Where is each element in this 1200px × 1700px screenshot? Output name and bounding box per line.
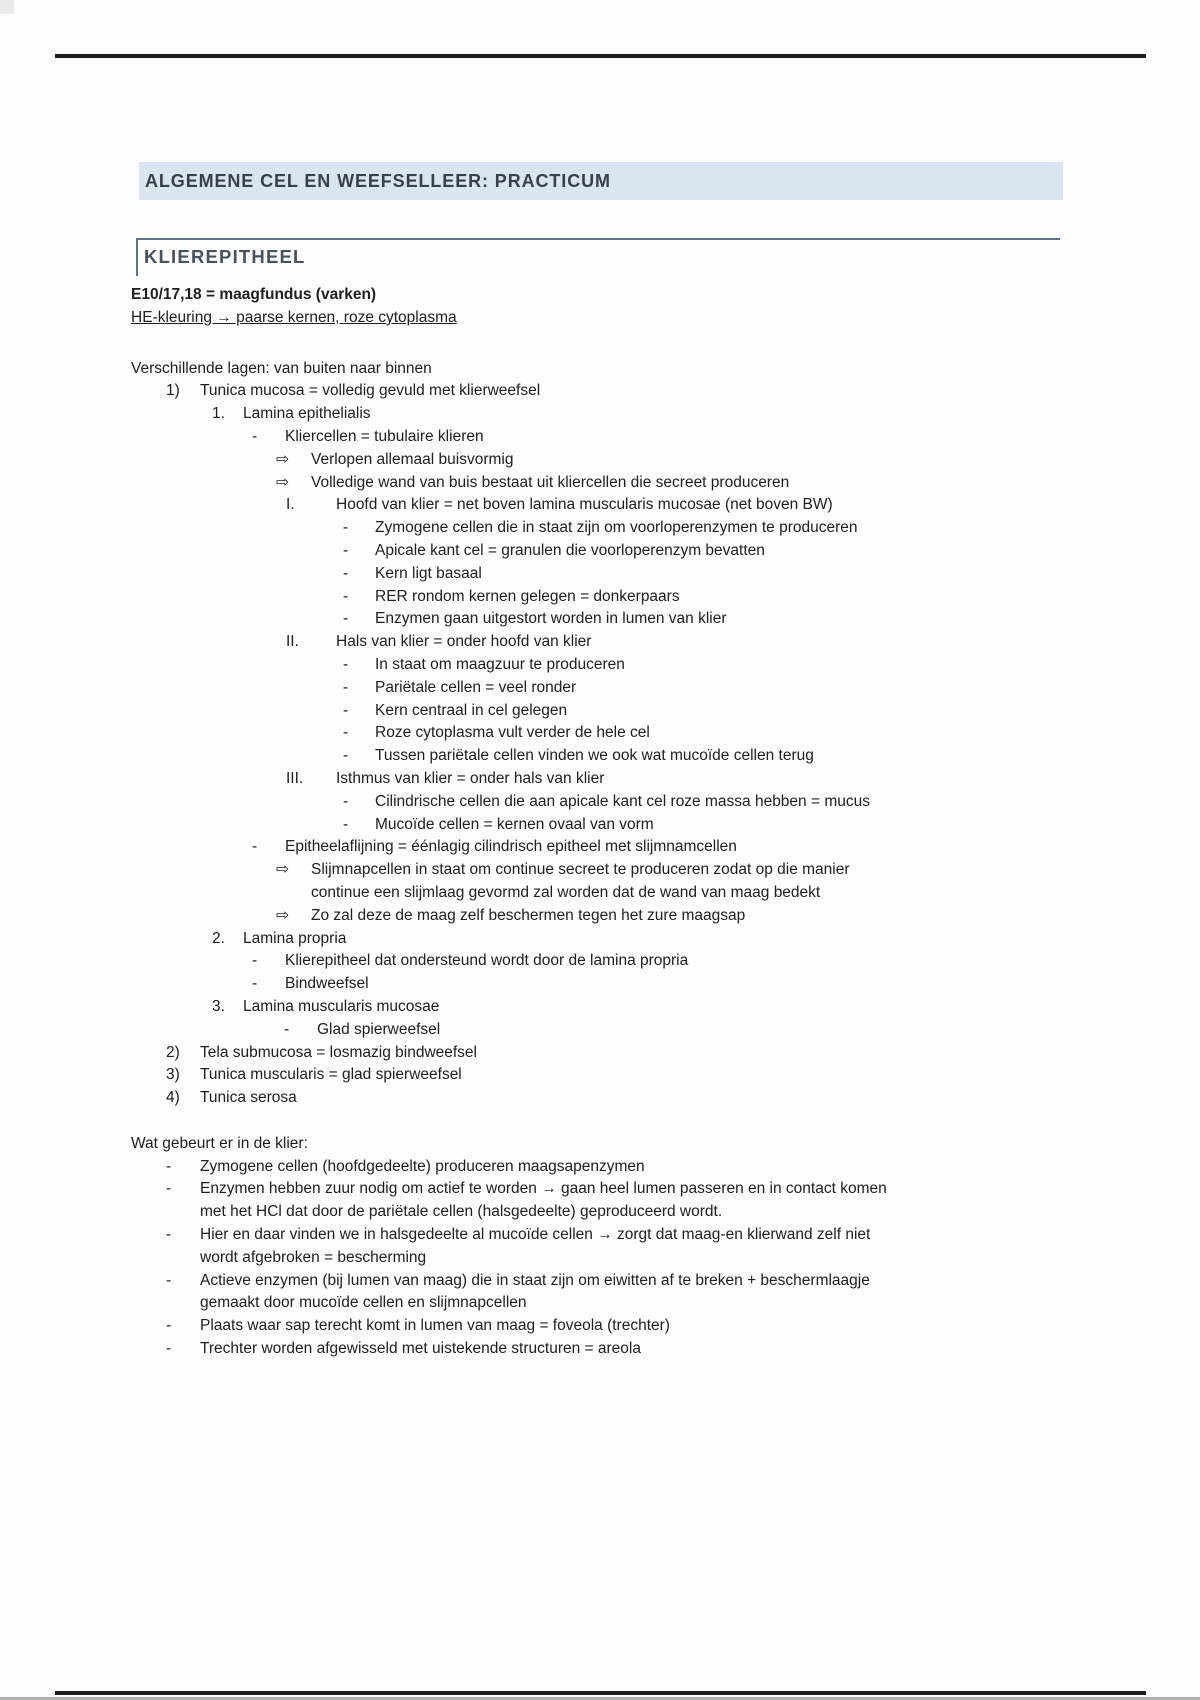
layers-list-block: [0, 358, 1200, 1110]
sample-info-block: [0, 284, 1200, 330]
note-text: Plaats waar sap terecht komt in lumen van maag = foveola (trechter): [200, 1317, 670, 1335]
note-line: [0, 1247, 1200, 1270]
note-line: [0, 836, 1200, 859]
note-text: Enzymen hebben zuur nodig om actief te worden → gaan heel lumen passeren en in contact komen: [200, 1180, 887, 1198]
list-marker-icon: -: [166, 1271, 172, 1289]
note-line: [0, 1019, 1200, 1042]
note-text: Kern ligt basaal: [375, 564, 482, 582]
note-text: continue een slijmlaag gevormd zal worden dat de wand van maag bedekt: [311, 883, 821, 901]
list-marker-icon: -: [343, 701, 349, 719]
note-line: [0, 1224, 1200, 1247]
note-line: [0, 517, 1200, 540]
note-line: [0, 814, 1200, 837]
note-text: Cilindrische cellen die aan apicale kant cel roze massa hebben = mucus: [375, 792, 870, 810]
note-line: [0, 358, 1200, 381]
list-marker-icon: ⇨: [276, 861, 289, 879]
note-line: [0, 1178, 1200, 1201]
list-marker-icon: II.: [286, 633, 299, 651]
note-line: [0, 996, 1200, 1019]
note-text: Wat gebeurt er in de klier:: [131, 1134, 308, 1152]
note-line: [0, 950, 1200, 973]
note-line: [0, 1064, 1200, 1087]
note-line: [0, 1042, 1200, 1065]
list-marker-icon: -: [343, 519, 349, 537]
list-marker-icon: 2): [166, 1043, 180, 1061]
note-line: [0, 677, 1200, 700]
note-text: Kliercellen = tubulaire klieren: [285, 427, 484, 445]
list-marker-icon: -: [343, 564, 349, 582]
note-text: Slijmnapcellen in staat om continue secreet te produceren zodat op die manier: [311, 861, 850, 879]
list-marker-icon: -: [343, 655, 349, 673]
note-line: [0, 1156, 1200, 1179]
list-marker-icon: -: [252, 952, 258, 970]
list-marker-icon: -: [343, 587, 349, 605]
list-marker-icon: 4): [166, 1089, 180, 1107]
list-marker-icon: -: [343, 747, 349, 765]
list-marker-icon: -: [343, 678, 349, 696]
list-marker-icon: -: [343, 815, 349, 833]
note-line: [0, 494, 1200, 517]
note-line: [0, 631, 1200, 654]
list-marker-icon: -: [166, 1226, 172, 1244]
note-line: [0, 403, 1200, 426]
note-text: Roze cytoplasma vult verder de hele cel: [375, 724, 650, 742]
note-line: [0, 380, 1200, 403]
note-text: Tunica muscularis = glad spierweefsel: [200, 1066, 462, 1084]
note-line: [0, 859, 1200, 882]
note-text: Pariëtale cellen = veel ronder: [375, 678, 577, 696]
course-title-bar: [139, 162, 1063, 200]
note-text: Hals van klier = onder hoofd van klier: [336, 633, 592, 651]
list-marker-icon: -: [252, 975, 258, 993]
note-text: met het HCl dat door de pariëtale cellen (halsgedeelte) geproduceerd wordt.: [200, 1203, 723, 1221]
top-divider-rule: [55, 54, 1146, 58]
list-marker-icon: 1.: [212, 405, 225, 423]
note-text: HE-kleuring → paarse kernen, roze cytoplasma: [131, 308, 457, 326]
note-text: Trechter worden afgewisseld met uistekende structuren = areola: [200, 1340, 641, 1358]
list-marker-icon: -: [166, 1180, 172, 1198]
note-line: [0, 1201, 1200, 1224]
list-marker-icon: -: [252, 427, 258, 445]
note-text: RER rondom kernen gelegen = donkerpaars: [375, 587, 680, 605]
note-text: Zo zal deze de maag zelf beschermen tegen het zure maagsap: [311, 906, 746, 924]
note-text: Volledige wand van buis bestaat uit kliercellen die secreet produceren: [311, 473, 790, 491]
note-text: Actieve enzymen (bij lumen van maag) die in staat zijn om eiwitten af te breken + beschermlaagje: [200, 1271, 870, 1289]
note-text: Tussen pariëtale cellen vinden we ook wat mucoïde cellen terug: [375, 747, 814, 765]
note-text: Epitheelaflijning = éénlagig cilindrisch epitheel met slijmnamcellen: [285, 838, 737, 856]
note-text: Tunica mucosa = volledig gevuld met klierweefsel: [200, 382, 541, 400]
note-line: [0, 791, 1200, 814]
note-line: [0, 973, 1200, 996]
note-text: Mucoïde cellen = kernen ovaal van vorm: [375, 815, 654, 833]
list-marker-icon: -: [284, 1020, 290, 1038]
list-marker-icon: -: [343, 541, 349, 559]
note-line: [0, 449, 1200, 472]
note-text: Tela submucosa = losmazig bindweefsel: [200, 1043, 477, 1061]
list-marker-icon: ⇨: [276, 906, 289, 924]
note-text: Tunica serosa: [200, 1089, 297, 1107]
note-line: [0, 1292, 1200, 1315]
list-marker-icon: -: [252, 838, 258, 856]
note-text: Zymogene cellen (hoofdgedeelte) produceren maagsapenzymen: [200, 1157, 645, 1175]
list-marker-icon: I.: [286, 496, 295, 514]
note-line: [0, 472, 1200, 495]
note-line: [0, 608, 1200, 631]
note-text: Klierepitheel dat ondersteund wordt door de lamina propria: [285, 952, 689, 970]
note-line: [0, 882, 1200, 905]
note-line: [0, 654, 1200, 677]
note-text: Bindweefsel: [285, 975, 369, 993]
note-text: Zymogene cellen die in staat zijn om voorloperenzymen te produceren: [375, 519, 858, 537]
list-marker-icon: 2.: [212, 929, 225, 947]
note-text: Verlopen allemaal buisvormig: [311, 450, 514, 468]
section-heading-box: [136, 238, 1060, 276]
note-text: Hier en daar vinden we in halsgedeelte al mucoïde cellen → zorgt dat maag-en klierwand zelf niet: [200, 1226, 871, 1244]
note-line: [0, 586, 1200, 609]
note-text: gemaakt door mucoïde cellen en slijmnapcellen: [200, 1294, 527, 1312]
note-line: [0, 426, 1200, 449]
note-text: Lamina propria: [243, 929, 347, 947]
notes-content: [0, 284, 1200, 1361]
note-line: [0, 745, 1200, 768]
note-text: Glad spierweefsel: [317, 1020, 441, 1038]
list-marker-icon: -: [343, 610, 349, 628]
note-text: wordt afgebroken = bescherming: [200, 1248, 427, 1266]
note-text: Verschillende lagen: van buiten naar binnen: [131, 359, 432, 377]
list-marker-icon: 1): [166, 382, 180, 400]
note-line: [0, 284, 1200, 307]
note-line: [0, 1133, 1200, 1156]
note-line: [0, 1087, 1200, 1110]
note-line: [0, 307, 1200, 330]
note-text: Hoofd van klier = net boven lamina muscularis mucosae (net boven BW): [336, 496, 833, 514]
note-text: E10/17,18 = maagfundus (varken): [131, 286, 377, 303]
note-text: Apicale kant cel = granulen die voorloperenzym bevatten: [375, 541, 765, 559]
note-line: [0, 1315, 1200, 1338]
list-marker-icon: -: [166, 1340, 172, 1358]
gland-process-block: [0, 1133, 1200, 1361]
list-marker-icon: ⇨: [276, 450, 289, 468]
note-line: [0, 700, 1200, 723]
note-line: [0, 928, 1200, 951]
note-line: [0, 768, 1200, 791]
note-line: [0, 722, 1200, 745]
bottom-divider-rule: [55, 1691, 1146, 1695]
note-text: Enzymen gaan uitgestort worden in lumen van klier: [375, 610, 727, 628]
list-marker-icon: III.: [286, 769, 304, 787]
course-title: ALGEMENE CEL EN WEEFSELLEER: PRACTICUM: [145, 171, 611, 191]
list-marker-icon: -: [166, 1157, 172, 1175]
list-marker-icon: -: [343, 792, 349, 810]
scan-corner-artifact: [0, 0, 14, 14]
note-text: Lamina muscularis mucosae: [243, 997, 440, 1015]
note-line: [0, 905, 1200, 928]
note-text: Kern centraal in cel gelegen: [375, 701, 568, 719]
list-marker-icon: -: [166, 1317, 172, 1335]
note-line: [0, 540, 1200, 563]
list-marker-icon: ⇨: [276, 473, 289, 491]
section-title: KLIEREPITHEEL: [144, 246, 306, 267]
list-marker-icon: 3.: [212, 997, 225, 1015]
list-marker-icon: -: [343, 724, 349, 742]
note-line: [0, 1270, 1200, 1293]
note-text: Isthmus van klier = onder hals van klier: [336, 769, 605, 787]
note-text: Lamina epithelialis: [243, 405, 371, 423]
note-text: In staat om maagzuur te produceren: [375, 655, 625, 673]
list-marker-icon: 3): [166, 1066, 180, 1084]
note-line: [0, 1338, 1200, 1361]
note-line: [0, 563, 1200, 586]
